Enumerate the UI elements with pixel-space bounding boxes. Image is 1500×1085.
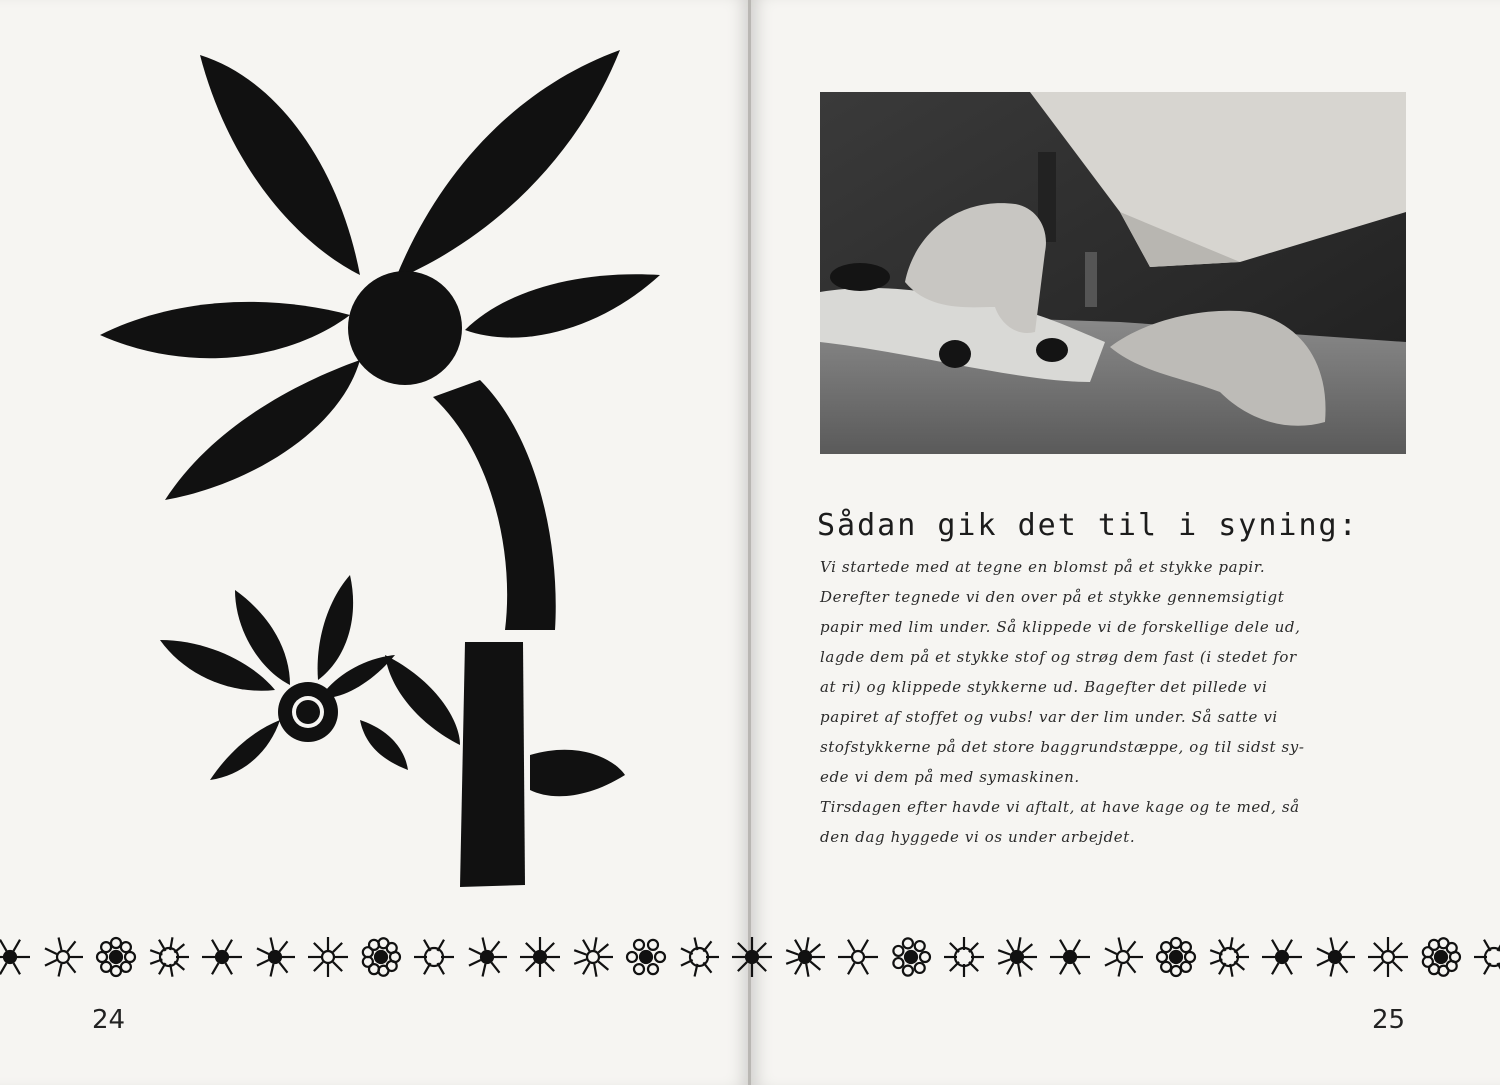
body-line: ede vi dem på med symaskinen. [820,768,1080,786]
body-line: papir med lim under. Så klippede vi de forskellige dele ud, [820,618,1301,636]
left-page [0,0,749,1085]
body-line: Vi startede med at tegne en blomst på et stykke papir. [820,558,1266,576]
body-line: at ri) og klippede stykkerne ud. Bagefter det pillede vi [820,678,1268,696]
flower-border-icon [0,925,1500,990]
body-line: Derefter tegnede vi den over på et stykke gennemsigtigt [820,588,1285,606]
body-line: papiret af stoffet og vubs! var der lim under. Så satte vi [820,708,1278,726]
body-line: lagde dem på et stykke stof og strøg dem fast (i stedet for [820,648,1297,666]
body-line: den dag hyggede vi os under arbejdet. [820,828,1136,846]
page-number-right: 25 [1372,1005,1406,1035]
body-text [820,552,1420,852]
body-line: Tirsdagen efter havde vi aftalt, at have kage og te med, så [820,798,1300,816]
sewing-machine-photo [820,92,1406,454]
right-page [751,0,1500,1085]
flower-cutout-illustration [60,30,700,910]
section-heading: Sådan gik det til i syning: [817,508,1359,543]
page-number-left: 24 [92,1005,126,1035]
body-line: stofstykkerne på det store baggrundstæppe, og til sidst sy- [820,738,1305,756]
